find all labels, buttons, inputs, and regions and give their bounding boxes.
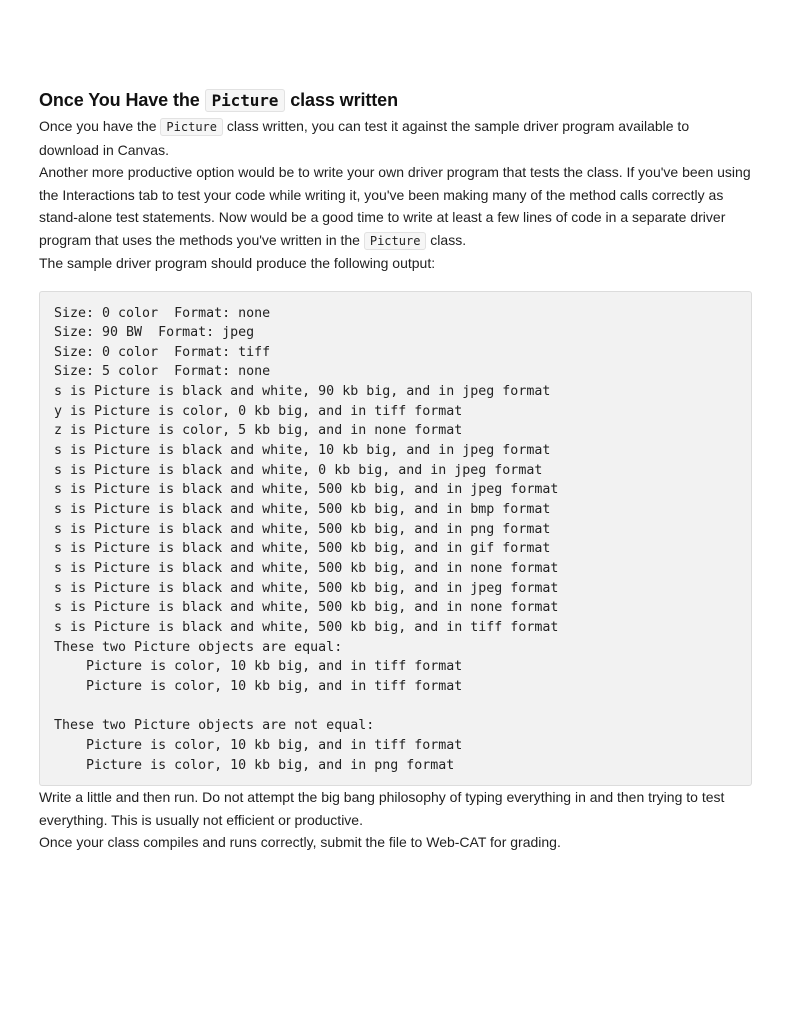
driver-option-paragraph [39, 161, 752, 252]
intro-text-after: class written, you can test it against the sample driver program available to download in Canvas. [39, 118, 690, 158]
output-line: Picture is color, 10 kb big, and in png format [54, 757, 455, 773]
output-line: s is Picture is black and white, 500 kb big, and in none format [54, 600, 559, 616]
output-line: s is Picture is black and white, 500 kb big, and in jpeg format [54, 482, 559, 498]
output-line: Picture is color, 10 kb big, and in tiff format [54, 678, 463, 694]
output-line: s is Picture is black and white, 500 kb big, and in png format [54, 521, 551, 537]
output-line: s is Picture is black and white, 10 kb big, and in jpeg format [54, 443, 551, 459]
heading-inline-code: Picture [205, 89, 286, 112]
output-line: s is Picture is black and white, 500 kb big, and in jpeg format [54, 580, 559, 596]
output-line: These two Picture objects are not equal: [54, 718, 375, 734]
intro-paragraph [39, 115, 752, 161]
output-line: y is Picture is color, 0 kb big, and in tiff format [54, 403, 463, 419]
heading-text-after: class written [285, 90, 398, 110]
output-line: Size: 0 color Format: none [54, 305, 271, 321]
output-line: s is Picture is black and white, 500 kb big, and in none format [54, 561, 559, 577]
driver-text-before: Another more productive option would be to write your own driver program that tests the class. If you've been using the Interactions tab to test your code while writing it, you've been making many of the method calls correctly as stand-alone test statements. Now would be a good time to write at least a few lines of code in a separate driver program that uses the methods you've written in the [39, 164, 751, 248]
intro-text-before: Once you have the [39, 118, 161, 134]
output-line: s is Picture is black and white, 500 kb big, and in bmp format [54, 502, 551, 518]
advice-paragraph: Write a little and then run. Do not attempt the big bang philosophy of typing everything in and then trying to test everything. This is usually not efficient or productive. [39, 789, 725, 828]
driver-inline-code: Picture [364, 232, 427, 250]
heading-text-before: Once You Have the [39, 90, 205, 110]
document-page [39, 86, 752, 854]
output-line: s is Picture is black and white, 500 kb big, and in tiff format [54, 620, 559, 635]
output-line: Size: 0 color Format: tiff [54, 344, 271, 360]
output-line: Picture is color, 10 kb big, and in tiff format [54, 737, 463, 753]
output-line: s is Picture is black and white, 500 kb big, and in gif format [54, 541, 551, 557]
output-line: Size: 90 BW Format: jpeg [54, 325, 255, 341]
sample-output-code-block [39, 291, 752, 787]
output-line: Picture is color, 10 kb big, and in tiff format [54, 659, 463, 675]
output-line: Size: 5 color Format: none [54, 364, 271, 380]
intro-inline-code: Picture [160, 118, 223, 136]
output-line: s is Picture is black and white, 0 kb big, and in jpeg format [54, 462, 543, 478]
submission-paragraph: Once your class compiles and runs correctly, submit the file to Web-CAT for grading. [39, 834, 561, 851]
output-line: s is Picture is black and white, 90 kb big, and in jpeg format [54, 384, 551, 400]
output-intro-paragraph: The sample driver program should produce the following output: [39, 255, 436, 271]
output-line: z is Picture is color, 5 kb big, and in none format [54, 423, 463, 439]
driver-text-after: class. [426, 231, 467, 248]
section-heading [39, 86, 752, 115]
output-line: These two Picture objects are equal: [54, 639, 343, 655]
